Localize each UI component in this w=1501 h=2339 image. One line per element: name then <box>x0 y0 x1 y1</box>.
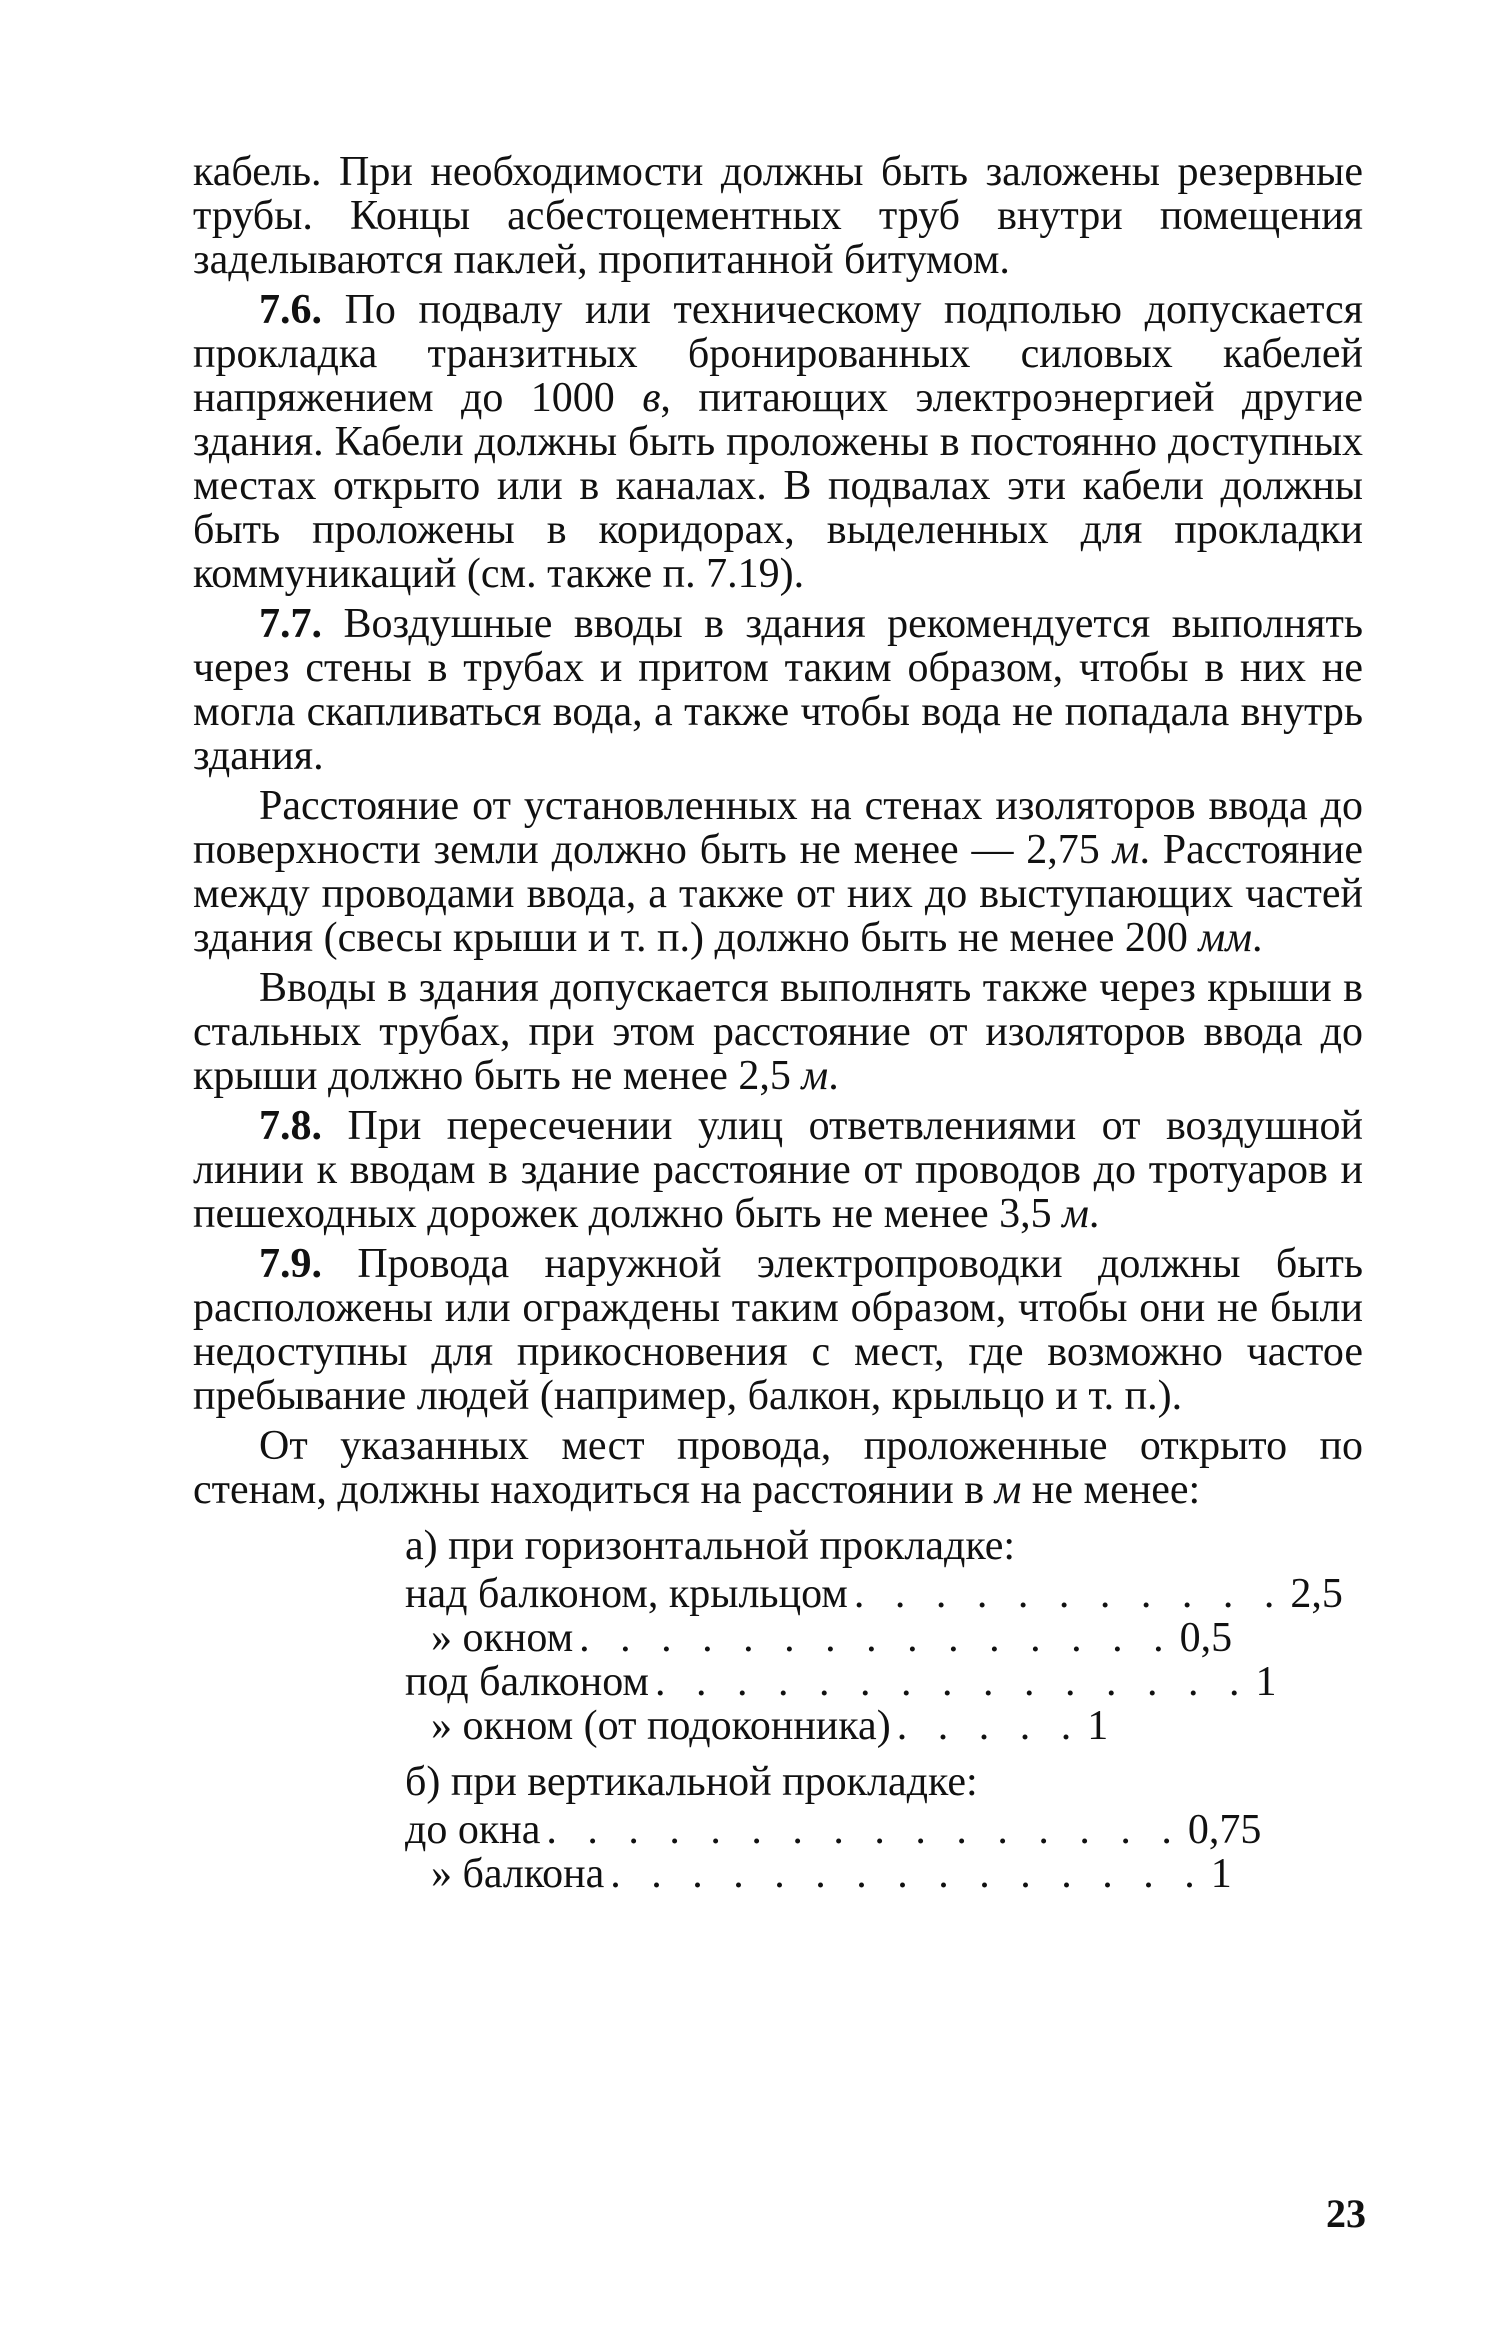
paragraph-text: . <box>1252 915 1263 961</box>
unit-label: м <box>994 1467 1022 1513</box>
paragraph-text: От указанных мест провода, проложенные открыто по стенам, должны находиться на расстоянии в <box>193 1423 1363 1513</box>
paragraph-text: . <box>828 1053 839 1099</box>
dot-leader: . . . . . . . . . . . . . . . <box>579 1615 1174 1661</box>
body-text <box>193 150 1363 1512</box>
distance-value: 0,5 <box>1179 1615 1233 1661</box>
paragraph <box>193 1242 1363 1418</box>
distance-value: 1 <box>1087 1703 1109 1749</box>
distance-value: 1 <box>1210 1851 1232 1897</box>
page-number: 23 <box>1326 2191 1366 2236</box>
horizontal-rows <box>405 1571 1343 1749</box>
distance-label: » окном <box>431 1615 574 1661</box>
paragraph <box>193 784 1363 960</box>
paragraph-text: Воздушные вводы в здания рекомендуется выполнять через стены в трубах и притом таким образом, чтобы в них не могла скапливаться вода, а также чтобы вода не попадала внутрь здания. <box>193 601 1363 779</box>
paragraph <box>193 602 1363 778</box>
paragraph-text: По подвалу или техническому подполью допускается прокладка транзитных бронированных силовых кабелей напряжением до 1000 <box>193 287 1363 421</box>
distance-value: 0,75 <box>1187 1807 1262 1853</box>
paragraph <box>193 1104 1363 1236</box>
dot-leader: . . . . . . . . . . . . . . . <box>655 1659 1250 1705</box>
paragraph-text: . <box>1088 1191 1100 1237</box>
distance-label: под балконом <box>405 1659 650 1705</box>
vertical-heading: б) при вертикальной прокладке: <box>405 1759 978 1805</box>
paragraph-text: , питающих электроэнергией другие здания. Кабели должны быть проложены в постоянно доступных местах открыто или в каналах. В подвалах эти кабели должны быть проложены в коридорах, выделенных для прокладки коммуникаций (см. также п. 7.19). <box>193 375 1363 597</box>
unit-label: в <box>642 375 661 421</box>
document-page <box>193 150 1363 1896</box>
dot-leader: . . . . . <box>896 1703 1082 1749</box>
distance-row <box>405 1807 1262 1853</box>
distance-label: » окном (от подоконника) <box>431 1703 891 1749</box>
section-number: 7.9. <box>259 1241 322 1287</box>
paragraph <box>193 150 1363 282</box>
distance-label: до окна <box>405 1807 541 1853</box>
paragraph-text: При пересечении улиц ответвлениями от воздушной линии к вводам в здание расстояние от проводов до тротуаров и пешеходных дорожек должно быть не менее 3,5 <box>193 1103 1363 1237</box>
paragraph <box>193 288 1363 596</box>
unit-label: м <box>801 1053 829 1099</box>
paragraph-text: . Расстояние между проводами ввода, а также от них до выступающих частей здания (свесы крыши и т. п.) должно быть не менее 200 <box>193 827 1363 961</box>
unit-label: мм <box>1198 915 1253 961</box>
distance-row <box>405 1851 1232 1897</box>
unit-label: м <box>1062 1191 1089 1237</box>
paragraph <box>193 966 1363 1098</box>
distance-value: 1 <box>1255 1659 1277 1705</box>
dot-leader: . . . . . . . . . . . <box>853 1571 1285 1617</box>
distance-row <box>405 1571 1343 1617</box>
paragraph <box>193 1424 1363 1512</box>
distance-label: над балконом, крыльцом <box>405 1571 848 1617</box>
distance-label: » балкона <box>431 1851 605 1897</box>
distance-row <box>405 1615 1233 1661</box>
paragraph-text: кабель. При необходимости должны быть заложены резервные трубы. Концы асбестоцементных труб внутри помещения заделываются паклей, пропитанной битумом. <box>193 149 1363 283</box>
paragraph-text: Вводы в здания допускается выполнять также через крыши в стальных трубах, при этом расстояние от изоляторов ввода до крыши должно быть не менее 2,5 <box>193 965 1363 1099</box>
horizontal-heading: а) при горизонтальной прокладке: <box>405 1523 1016 1569</box>
dot-leader: . . . . . . . . . . . . . . . . <box>546 1807 1182 1853</box>
paragraph-text: Расстояние от установленных на стенах изоляторов ввода до поверхности земли должно быть не менее — 2,75 <box>193 783 1363 873</box>
section-number: 7.6. <box>259 287 322 333</box>
paragraph-text: не менее: <box>1021 1467 1201 1513</box>
section-number: 7.8. <box>259 1103 322 1149</box>
distance-list <box>405 1523 1343 1897</box>
dot-leader: . . . . . . . . . . . . . . . <box>610 1851 1205 1897</box>
distance-row <box>405 1704 1145 1748</box>
distance-value: 2,5 <box>1290 1571 1343 1617</box>
distance-row <box>405 1659 1277 1705</box>
paragraph-text: Провода наружной электропроводки должны быть расположены или ограждены таким образом, чтобы они не были недоступны для прикосновения с мест, где возможно частое пребывание людей (например, балкон, крыльцо и т. п.). <box>193 1241 1363 1419</box>
vertical-rows <box>405 1807 1262 1897</box>
section-number: 7.7. <box>259 601 322 647</box>
unit-label: м <box>1112 827 1140 873</box>
